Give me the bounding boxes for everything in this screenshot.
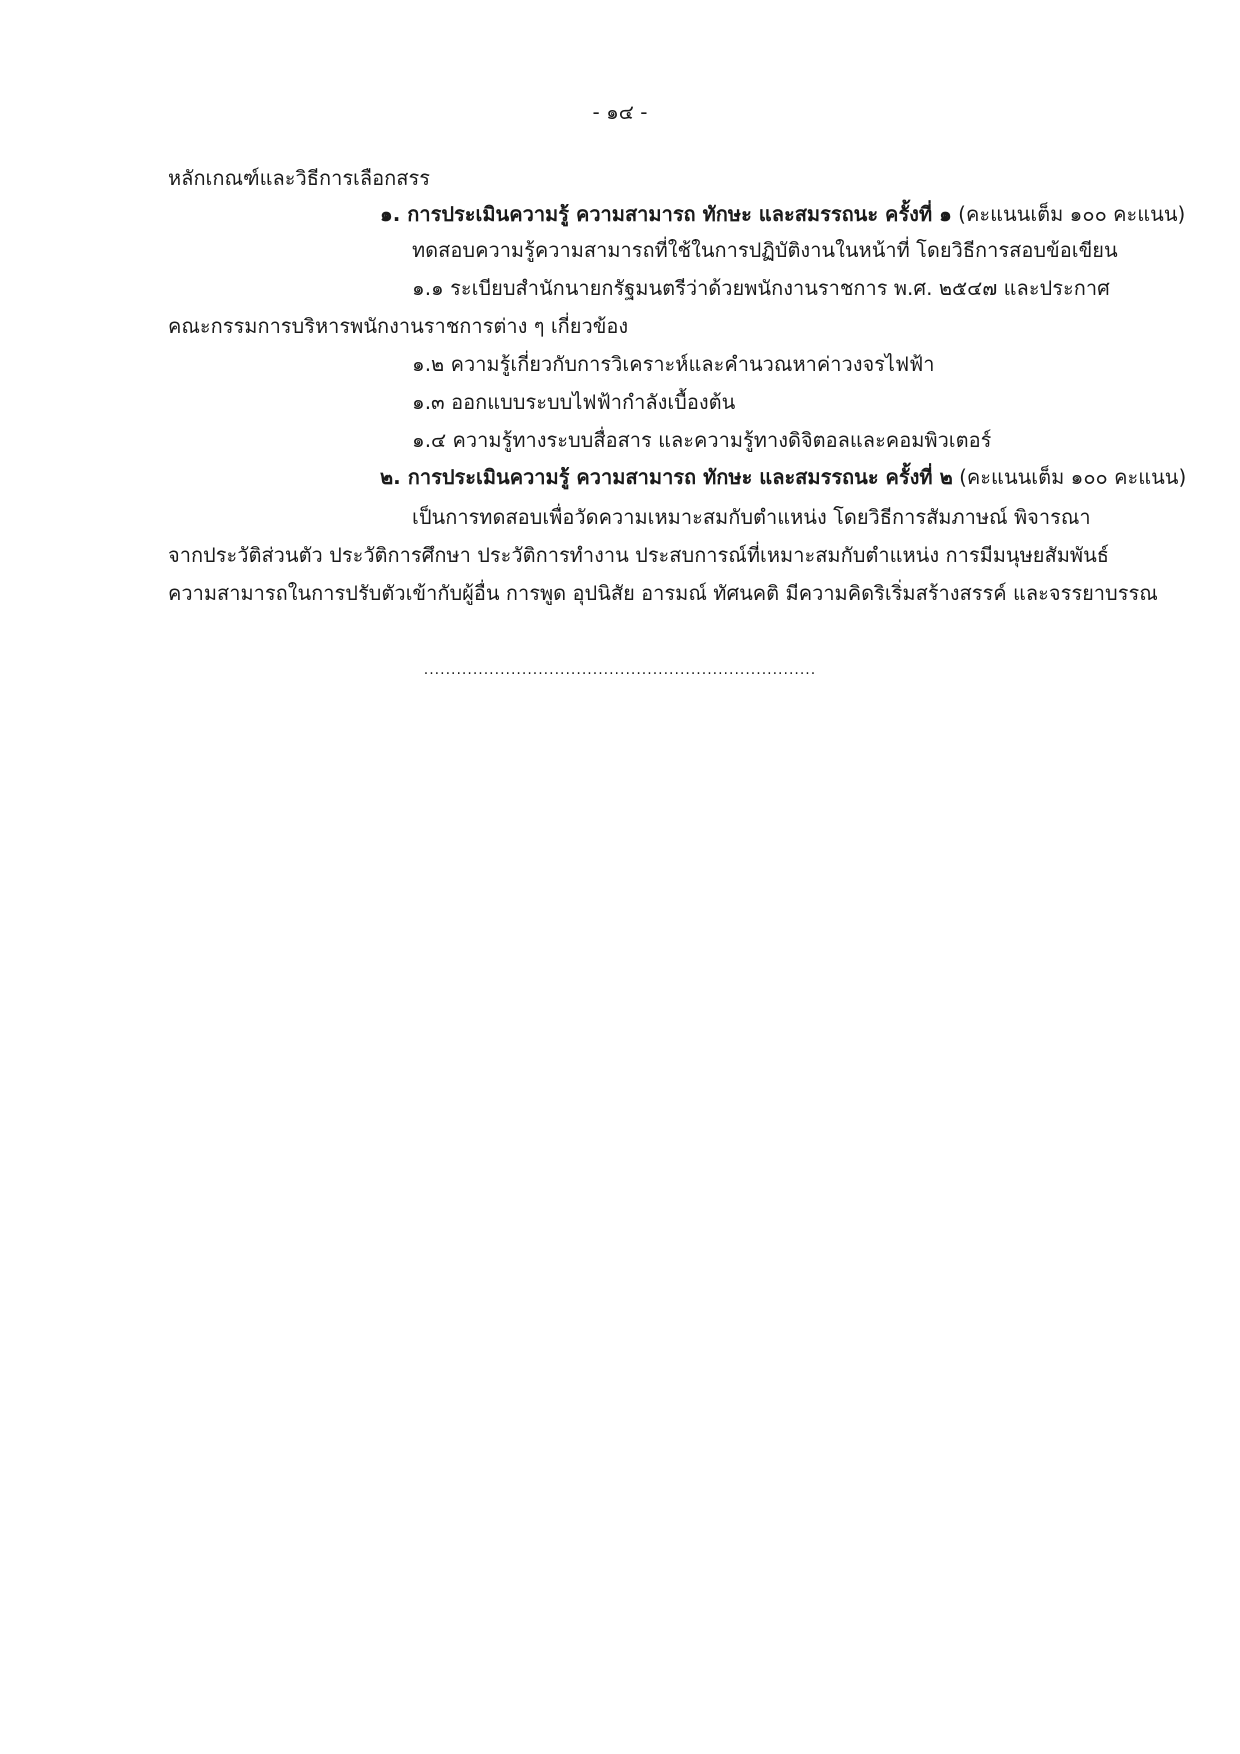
- criteria-2-score: (คะแนนเต็ม ๑๐๐ คะแนน): [952, 465, 1187, 489]
- criteria-2-title: ๒. การประเมินความรู้ ความสามารถ ทักษะ และสมรรถนะ ครั้งที่ ๒: [380, 465, 953, 489]
- criteria-1-item-1: ๑.๑ ระเบียบสำนักนายกรัฐมนตรีว่าด้วยพนักงานราชการ พ.ศ. ๒๕๔๗ และประกาศ: [412, 276, 1110, 300]
- criteria-2-paragraph-line-2: จากประวัติส่วนตัว ประวัติการศึกษา ประวัติการทำงาน ประสบการณ์ที่เหมาะสมกับตำแหน่ง การมีมนุษยสัมพันธ์: [168, 543, 1109, 567]
- criteria-1-heading: [380, 200, 1185, 228]
- criteria-2-heading: [380, 463, 1186, 491]
- criteria-1-item-3: ๑.๓ ออกแบบระบบไฟฟ้ากำลังเบื้องต้น: [412, 390, 736, 414]
- criteria-1-title: ๑. การประเมินความรู้ ความสามารถ ทักษะ และสมรรถนะ ครั้งที่ ๑: [380, 202, 952, 226]
- section-heading: หลักเกณฑ์และวิธีการเลือกสรร: [168, 166, 430, 190]
- criteria-1-item-4: ๑.๔ ความรู้ทางระบบสื่อสาร และความรู้ทางดิจิตอลและคอมพิวเตอร์: [412, 428, 992, 452]
- criteria-2-paragraph-line-3: ความสามารถในการปรับตัวเข้ากับผู้อื่น การพูด อุปนิสัย อารมณ์ ทัศนคติ มีความคิดริเริ่มสร้างสรรค์ และจรรยาบรรณ: [168, 581, 1158, 605]
- criteria-2-paragraph-line-1: เป็นการทดสอบเพื่อวัดความเหมาะสมกับตำแหน่ง โดยวิธีการสัมภาษณ์ พิจารณา: [412, 505, 1091, 529]
- criteria-1-score: (คะแนนเต็ม ๑๐๐ คะแนน): [951, 202, 1186, 226]
- criteria-1-item-1-continued: คณะกรรมการบริหารพนักงานราชการต่าง ๆ เกี่ยวข้อง: [168, 314, 629, 338]
- page-number: - ๑๔ -: [592, 100, 648, 124]
- criteria-1-description: ทดสอบความรู้ความสามารถที่ใช้ในการปฏิบัติงานในหน้าที่ โดยวิธีการสอบข้อเขียน: [412, 238, 1118, 262]
- end-of-document-rule: ........................................................................: [423, 662, 817, 678]
- criteria-1-item-2: ๑.๒ ความรู้เกี่ยวกับการวิเคราะห์และคำนวณหาค่าวงจรไฟฟ้า: [412, 352, 935, 376]
